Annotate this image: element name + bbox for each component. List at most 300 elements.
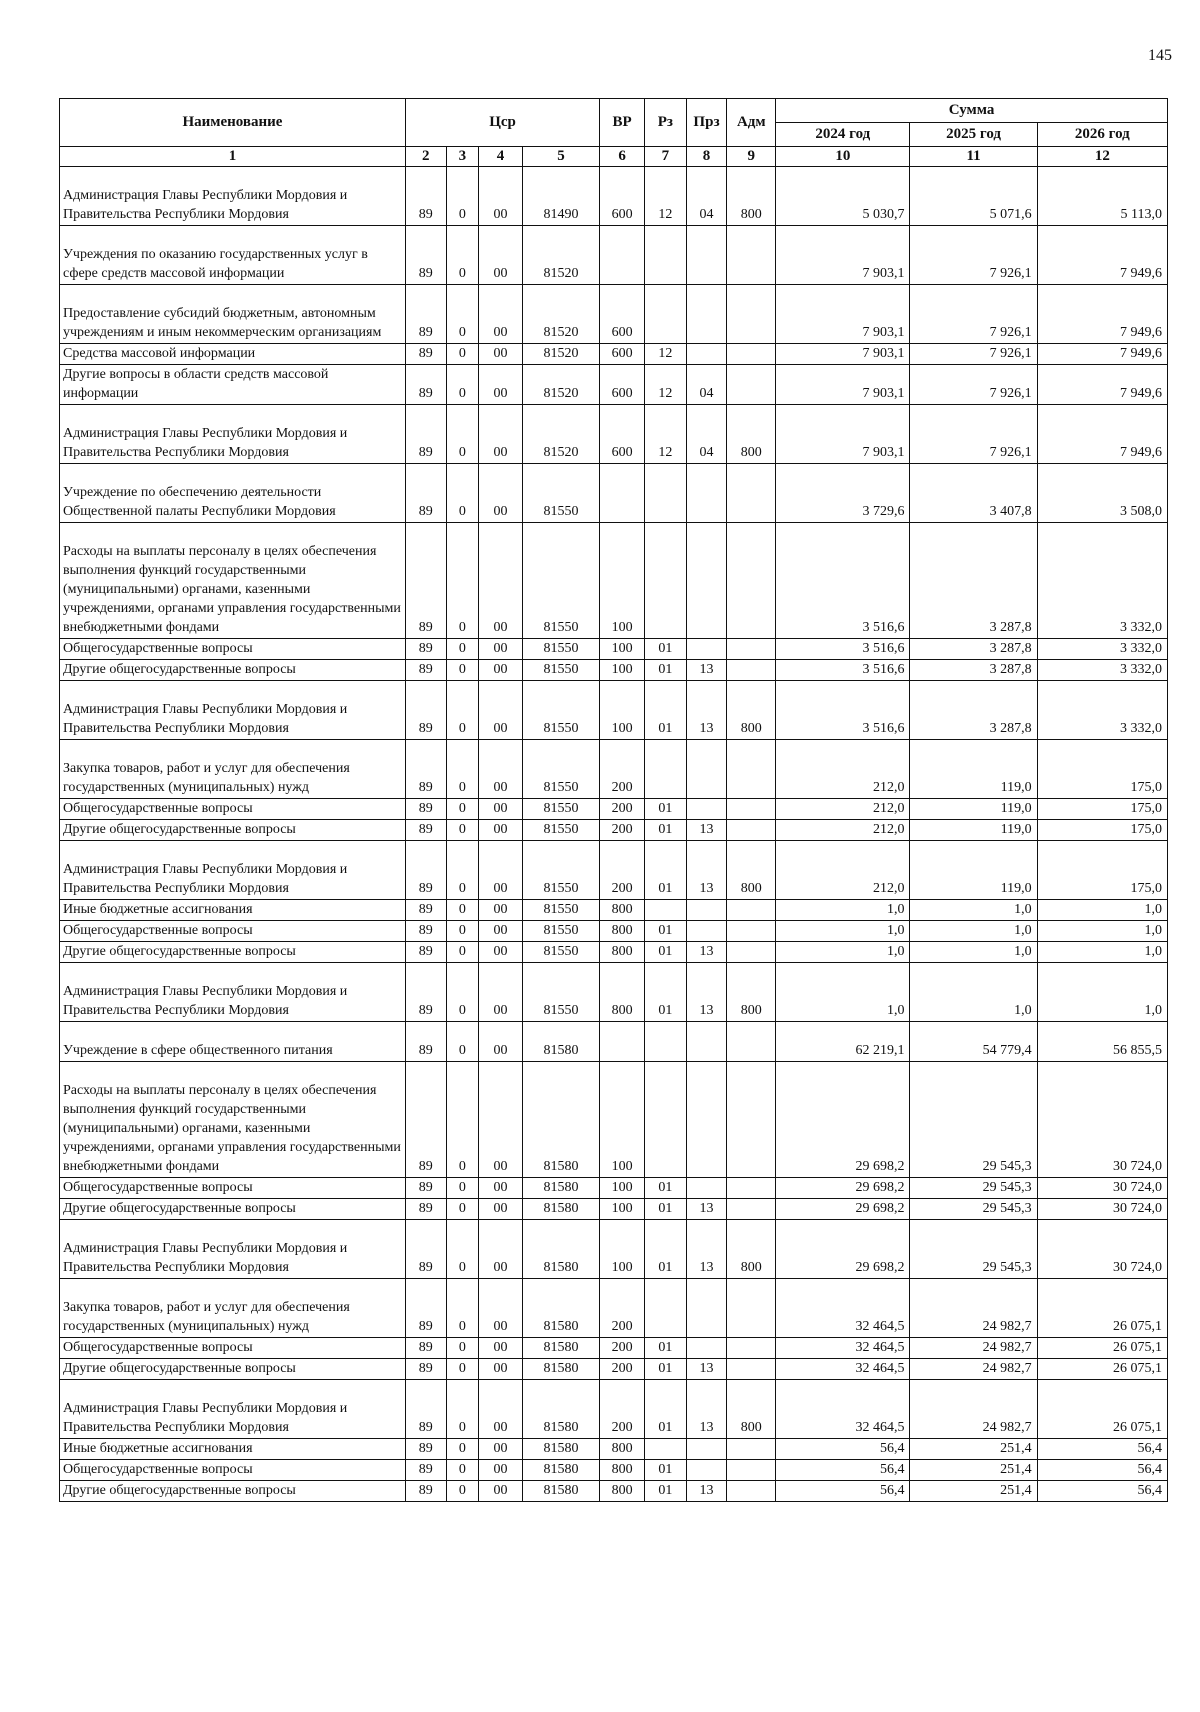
cell-prz: 13 xyxy=(686,681,727,740)
cell-vr: 800 xyxy=(600,1460,645,1481)
cell-amount-2026: 56,4 xyxy=(1037,1481,1167,1502)
column-number-9: 9 xyxy=(727,147,776,167)
cell-rz xyxy=(644,1062,686,1178)
cell-adm xyxy=(727,1022,776,1062)
cell-amount-2025: 29 545,3 xyxy=(910,1178,1037,1199)
cell-csr-direction: 81520 xyxy=(522,344,599,365)
cell-amount-2026: 1,0 xyxy=(1037,921,1167,942)
cell-amount-2024: 3 729,6 xyxy=(776,464,910,523)
cell-name: Общегосударственные вопросы xyxy=(60,921,406,942)
cell-amount-2026: 30 724,0 xyxy=(1037,1178,1167,1199)
cell-csr-subprogram: 0 xyxy=(446,1460,479,1481)
cell-adm: 800 xyxy=(727,1220,776,1279)
cell-amount-2026: 175,0 xyxy=(1037,820,1167,841)
cell-vr xyxy=(600,464,645,523)
cell-amount-2026: 30 724,0 xyxy=(1037,1220,1167,1279)
cell-rz xyxy=(644,226,686,285)
cell-prz: 13 xyxy=(686,1199,727,1220)
cell-amount-2025: 7 926,1 xyxy=(910,365,1037,405)
cell-csr-event: 00 xyxy=(479,1062,523,1178)
cell-csr-program: 89 xyxy=(405,226,446,285)
cell-csr-event: 00 xyxy=(479,1279,523,1338)
cell-csr-direction: 81580 xyxy=(522,1279,599,1338)
cell-vr: 600 xyxy=(600,285,645,344)
table-row xyxy=(60,1380,1168,1439)
budget-table xyxy=(59,98,1168,1502)
cell-csr-program: 89 xyxy=(405,1439,446,1460)
cell-name: Другие общегосударственные вопросы xyxy=(60,942,406,963)
cell-amount-2024: 32 464,5 xyxy=(776,1338,910,1359)
cell-adm xyxy=(727,1279,776,1338)
cell-amount-2025: 119,0 xyxy=(910,740,1037,799)
cell-adm: 800 xyxy=(727,167,776,226)
cell-vr: 100 xyxy=(600,639,645,660)
cell-adm xyxy=(727,226,776,285)
cell-amount-2026: 26 075,1 xyxy=(1037,1338,1167,1359)
cell-csr-event: 00 xyxy=(479,942,523,963)
column-number-5: 5 xyxy=(522,147,599,167)
cell-csr-program: 89 xyxy=(405,167,446,226)
table-row xyxy=(60,820,1168,841)
cell-name: Расходы на выплаты персоналу в целях обеспечения выполнения функций государственными (муниципальными) органами, казенными учреждениями, органами управления государственными внебюджетными фондами xyxy=(60,1062,406,1178)
cell-prz xyxy=(686,639,727,660)
cell-prz xyxy=(686,1460,727,1481)
cell-vr: 200 xyxy=(600,1338,645,1359)
cell-adm: 800 xyxy=(727,1380,776,1439)
cell-prz xyxy=(686,921,727,942)
cell-csr-direction: 81550 xyxy=(522,681,599,740)
table-row xyxy=(60,1279,1168,1338)
cell-adm xyxy=(727,365,776,405)
cell-csr-program: 89 xyxy=(405,740,446,799)
table-row xyxy=(60,1178,1168,1199)
table-row xyxy=(60,799,1168,820)
header-year-2025: 2025 год xyxy=(910,123,1037,147)
cell-amount-2024: 56,4 xyxy=(776,1481,910,1502)
cell-adm xyxy=(727,942,776,963)
cell-vr: 200 xyxy=(600,1380,645,1439)
cell-csr-direction: 81550 xyxy=(522,900,599,921)
cell-adm xyxy=(727,1359,776,1380)
cell-amount-2026: 30 724,0 xyxy=(1037,1062,1167,1178)
cell-amount-2025: 119,0 xyxy=(910,820,1037,841)
cell-csr-subprogram: 0 xyxy=(446,405,479,464)
cell-name: Администрация Главы Республики Мордовия и Правительства Республики Мордовия xyxy=(60,681,406,740)
cell-vr: 600 xyxy=(600,344,645,365)
header-year-2024: 2024 год xyxy=(776,123,910,147)
cell-amount-2024: 7 903,1 xyxy=(776,405,910,464)
cell-rz: 12 xyxy=(644,167,686,226)
cell-amount-2026: 30 724,0 xyxy=(1037,1199,1167,1220)
cell-csr-event: 00 xyxy=(479,167,523,226)
cell-csr-direction: 81520 xyxy=(522,285,599,344)
table-row xyxy=(60,464,1168,523)
table-body xyxy=(60,167,1168,1502)
column-number-8: 8 xyxy=(686,147,727,167)
cell-rz xyxy=(644,285,686,344)
cell-csr-subprogram: 0 xyxy=(446,639,479,660)
cell-rz: 01 xyxy=(644,963,686,1022)
cell-adm xyxy=(727,1062,776,1178)
cell-csr-event: 00 xyxy=(479,921,523,942)
cell-csr-direction: 81580 xyxy=(522,1338,599,1359)
cell-amount-2025: 251,4 xyxy=(910,1460,1037,1481)
cell-rz: 01 xyxy=(644,820,686,841)
cell-name: Иные бюджетные ассигнования xyxy=(60,900,406,921)
cell-prz xyxy=(686,464,727,523)
cell-prz xyxy=(686,1279,727,1338)
cell-name: Администрация Главы Республики Мордовия и Правительства Республики Мордовия xyxy=(60,841,406,900)
cell-csr-subprogram: 0 xyxy=(446,1062,479,1178)
cell-csr-event: 00 xyxy=(479,405,523,464)
cell-prz: 13 xyxy=(686,1481,727,1502)
cell-amount-2024: 32 464,5 xyxy=(776,1380,910,1439)
header-adm: Адм xyxy=(727,99,776,147)
cell-rz xyxy=(644,1022,686,1062)
cell-adm xyxy=(727,523,776,639)
table-row xyxy=(60,841,1168,900)
cell-csr-event: 00 xyxy=(479,1220,523,1279)
table-row xyxy=(60,1481,1168,1502)
cell-rz: 01 xyxy=(644,1199,686,1220)
cell-adm xyxy=(727,740,776,799)
cell-csr-program: 89 xyxy=(405,1359,446,1380)
cell-amount-2024: 7 903,1 xyxy=(776,344,910,365)
cell-amount-2025: 7 926,1 xyxy=(910,344,1037,365)
cell-adm xyxy=(727,1460,776,1481)
cell-name: Расходы на выплаты персоналу в целях обеспечения выполнения функций государственными (муниципальными) органами, казенными учреждениями, органами управления государственными внебюджетными фондами xyxy=(60,523,406,639)
table-row xyxy=(60,963,1168,1022)
cell-csr-direction: 81580 xyxy=(522,1359,599,1380)
cell-amount-2026: 26 075,1 xyxy=(1037,1380,1167,1439)
cell-name: Закупка товаров, работ и услуг для обеспечения государственных (муниципальных) нужд xyxy=(60,1279,406,1338)
cell-amount-2024: 56,4 xyxy=(776,1460,910,1481)
cell-amount-2025: 3 287,8 xyxy=(910,681,1037,740)
cell-csr-event: 00 xyxy=(479,1022,523,1062)
cell-csr-subprogram: 0 xyxy=(446,942,479,963)
cell-amount-2024: 32 464,5 xyxy=(776,1359,910,1380)
cell-name: Другие общегосударственные вопросы xyxy=(60,1199,406,1220)
cell-amount-2026: 7 949,6 xyxy=(1037,365,1167,405)
cell-amount-2025: 3 287,8 xyxy=(910,660,1037,681)
cell-vr: 100 xyxy=(600,1220,645,1279)
cell-rz xyxy=(644,1279,686,1338)
cell-vr: 800 xyxy=(600,963,645,1022)
cell-adm xyxy=(727,1199,776,1220)
cell-csr-direction: 81580 xyxy=(522,1460,599,1481)
cell-name: Средства массовой информации xyxy=(60,344,406,365)
cell-csr-subprogram: 0 xyxy=(446,1380,479,1439)
cell-vr: 100 xyxy=(600,1178,645,1199)
cell-name: Другие вопросы в области средств массовой информации xyxy=(60,365,406,405)
cell-vr: 100 xyxy=(600,1062,645,1178)
cell-vr: 800 xyxy=(600,900,645,921)
cell-csr-event: 00 xyxy=(479,523,523,639)
cell-csr-program: 89 xyxy=(405,464,446,523)
cell-csr-program: 89 xyxy=(405,365,446,405)
cell-amount-2024: 56,4 xyxy=(776,1439,910,1460)
cell-csr-event: 00 xyxy=(479,464,523,523)
cell-vr: 200 xyxy=(600,820,645,841)
cell-prz: 13 xyxy=(686,942,727,963)
header-prz: Прз xyxy=(686,99,727,147)
cell-amount-2025: 54 779,4 xyxy=(910,1022,1037,1062)
column-number-2: 2 xyxy=(405,147,446,167)
cell-prz xyxy=(686,799,727,820)
cell-prz xyxy=(686,285,727,344)
cell-prz xyxy=(686,900,727,921)
cell-prz xyxy=(686,226,727,285)
cell-vr: 800 xyxy=(600,942,645,963)
cell-prz xyxy=(686,344,727,365)
cell-csr-subprogram: 0 xyxy=(446,1022,479,1062)
cell-csr-event: 00 xyxy=(479,365,523,405)
cell-name: Общегосударственные вопросы xyxy=(60,639,406,660)
cell-prz: 04 xyxy=(686,167,727,226)
cell-rz: 01 xyxy=(644,681,686,740)
cell-csr-direction: 81550 xyxy=(522,921,599,942)
table-row xyxy=(60,1062,1168,1178)
cell-prz xyxy=(686,1338,727,1359)
cell-amount-2024: 3 516,6 xyxy=(776,660,910,681)
cell-csr-program: 89 xyxy=(405,1199,446,1220)
cell-name: Общегосударственные вопросы xyxy=(60,1178,406,1199)
cell-csr-subprogram: 0 xyxy=(446,799,479,820)
cell-vr: 200 xyxy=(600,740,645,799)
cell-amount-2025: 3 287,8 xyxy=(910,523,1037,639)
cell-amount-2025: 24 982,7 xyxy=(910,1338,1037,1359)
cell-csr-subprogram: 0 xyxy=(446,740,479,799)
cell-csr-program: 89 xyxy=(405,1220,446,1279)
cell-adm xyxy=(727,639,776,660)
cell-amount-2026: 26 075,1 xyxy=(1037,1279,1167,1338)
table-row xyxy=(60,921,1168,942)
cell-amount-2025: 7 926,1 xyxy=(910,405,1037,464)
cell-amount-2026: 3 332,0 xyxy=(1037,639,1167,660)
table-row xyxy=(60,660,1168,681)
cell-amount-2025: 7 926,1 xyxy=(910,226,1037,285)
cell-rz: 01 xyxy=(644,1178,686,1199)
cell-prz: 04 xyxy=(686,365,727,405)
cell-amount-2024: 3 516,6 xyxy=(776,523,910,639)
cell-amount-2025: 24 982,7 xyxy=(910,1279,1037,1338)
cell-amount-2026: 3 332,0 xyxy=(1037,523,1167,639)
cell-csr-event: 00 xyxy=(479,344,523,365)
cell-prz xyxy=(686,1022,727,1062)
cell-amount-2026: 3 332,0 xyxy=(1037,660,1167,681)
cell-csr-subprogram: 0 xyxy=(446,1220,479,1279)
cell-adm xyxy=(727,285,776,344)
cell-csr-direction: 81550 xyxy=(522,523,599,639)
column-number-4: 4 xyxy=(479,147,523,167)
cell-amount-2026: 1,0 xyxy=(1037,900,1167,921)
cell-vr: 100 xyxy=(600,523,645,639)
table-row xyxy=(60,167,1168,226)
cell-name: Общегосударственные вопросы xyxy=(60,799,406,820)
cell-amount-2024: 3 516,6 xyxy=(776,681,910,740)
cell-amount-2026: 7 949,6 xyxy=(1037,285,1167,344)
cell-csr-direction: 81550 xyxy=(522,942,599,963)
cell-csr-subprogram: 0 xyxy=(446,1359,479,1380)
cell-rz xyxy=(644,1439,686,1460)
cell-adm xyxy=(727,464,776,523)
cell-csr-subprogram: 0 xyxy=(446,900,479,921)
cell-amount-2024: 29 698,2 xyxy=(776,1062,910,1178)
cell-vr: 600 xyxy=(600,405,645,464)
cell-csr-program: 89 xyxy=(405,921,446,942)
cell-csr-direction: 81580 xyxy=(522,1439,599,1460)
cell-csr-direction: 81580 xyxy=(522,1199,599,1220)
cell-prz xyxy=(686,523,727,639)
cell-prz xyxy=(686,740,727,799)
cell-csr-direction: 81550 xyxy=(522,639,599,660)
column-number-3: 3 xyxy=(446,147,479,167)
cell-csr-program: 89 xyxy=(405,1380,446,1439)
cell-csr-direction: 81580 xyxy=(522,1481,599,1502)
cell-csr-subprogram: 0 xyxy=(446,1481,479,1502)
cell-rz: 01 xyxy=(644,1481,686,1502)
cell-csr-direction: 81520 xyxy=(522,405,599,464)
cell-name: Предоставление субсидий бюджетным, автономным учреждениям и иным некоммерческим организациям xyxy=(60,285,406,344)
cell-csr-event: 00 xyxy=(479,1460,523,1481)
cell-vr: 200 xyxy=(600,841,645,900)
cell-csr-subprogram: 0 xyxy=(446,660,479,681)
column-number-12: 12 xyxy=(1037,147,1167,167)
cell-amount-2026: 175,0 xyxy=(1037,799,1167,820)
header-name: Наименование xyxy=(60,99,406,147)
cell-name: Другие общегосударственные вопросы xyxy=(60,1359,406,1380)
cell-amount-2025: 24 982,7 xyxy=(910,1380,1037,1439)
cell-amount-2024: 212,0 xyxy=(776,799,910,820)
cell-rz xyxy=(644,740,686,799)
cell-amount-2025: 7 926,1 xyxy=(910,285,1037,344)
cell-amount-2024: 7 903,1 xyxy=(776,226,910,285)
table-row xyxy=(60,344,1168,365)
cell-csr-program: 89 xyxy=(405,344,446,365)
cell-csr-subprogram: 0 xyxy=(446,1279,479,1338)
cell-vr: 100 xyxy=(600,660,645,681)
cell-csr-program: 89 xyxy=(405,1178,446,1199)
cell-amount-2024: 1,0 xyxy=(776,942,910,963)
cell-amount-2024: 1,0 xyxy=(776,921,910,942)
cell-amount-2024: 3 516,6 xyxy=(776,639,910,660)
table-row xyxy=(60,1439,1168,1460)
cell-amount-2026: 1,0 xyxy=(1037,942,1167,963)
table-row xyxy=(60,365,1168,405)
cell-adm xyxy=(727,1338,776,1359)
cell-csr-event: 00 xyxy=(479,1481,523,1502)
cell-csr-event: 00 xyxy=(479,226,523,285)
column-number-7: 7 xyxy=(644,147,686,167)
cell-csr-program: 89 xyxy=(405,841,446,900)
cell-amount-2024: 1,0 xyxy=(776,900,910,921)
cell-adm xyxy=(727,1178,776,1199)
cell-amount-2024: 5 030,7 xyxy=(776,167,910,226)
cell-csr-program: 89 xyxy=(405,285,446,344)
cell-csr-subprogram: 0 xyxy=(446,841,479,900)
cell-amount-2026: 7 949,6 xyxy=(1037,344,1167,365)
cell-amount-2026: 26 075,1 xyxy=(1037,1359,1167,1380)
column-number-11: 11 xyxy=(910,147,1037,167)
cell-csr-subprogram: 0 xyxy=(446,963,479,1022)
cell-adm: 800 xyxy=(727,841,776,900)
cell-amount-2025: 3 287,8 xyxy=(910,639,1037,660)
header-rz: Рз xyxy=(644,99,686,147)
cell-rz: 01 xyxy=(644,1460,686,1481)
cell-adm: 800 xyxy=(727,405,776,464)
cell-rz xyxy=(644,523,686,639)
cell-amount-2026: 56,4 xyxy=(1037,1439,1167,1460)
cell-adm xyxy=(727,900,776,921)
cell-rz: 12 xyxy=(644,405,686,464)
cell-csr-subprogram: 0 xyxy=(446,365,479,405)
cell-csr-direction: 81580 xyxy=(522,1220,599,1279)
cell-csr-event: 00 xyxy=(479,1338,523,1359)
cell-amount-2024: 7 903,1 xyxy=(776,365,910,405)
cell-csr-event: 00 xyxy=(479,963,523,1022)
cell-amount-2026: 5 113,0 xyxy=(1037,167,1167,226)
cell-adm xyxy=(727,660,776,681)
cell-prz: 13 xyxy=(686,841,727,900)
table-row xyxy=(60,523,1168,639)
cell-rz: 01 xyxy=(644,841,686,900)
cell-amount-2026: 175,0 xyxy=(1037,740,1167,799)
cell-amount-2024: 62 219,1 xyxy=(776,1022,910,1062)
cell-prz: 13 xyxy=(686,963,727,1022)
cell-vr: 600 xyxy=(600,365,645,405)
cell-amount-2025: 24 982,7 xyxy=(910,1359,1037,1380)
table-row xyxy=(60,1460,1168,1481)
cell-csr-subprogram: 0 xyxy=(446,464,479,523)
cell-amount-2025: 119,0 xyxy=(910,799,1037,820)
cell-csr-program: 89 xyxy=(405,681,446,740)
table-row xyxy=(60,942,1168,963)
cell-amount-2026: 56 855,5 xyxy=(1037,1022,1167,1062)
cell-csr-program: 89 xyxy=(405,660,446,681)
cell-csr-program: 89 xyxy=(405,900,446,921)
cell-adm xyxy=(727,921,776,942)
cell-csr-event: 00 xyxy=(479,900,523,921)
cell-prz: 13 xyxy=(686,660,727,681)
cell-name: Закупка товаров, работ и услуг для обеспечения государственных (муниципальных) нужд xyxy=(60,740,406,799)
cell-csr-program: 89 xyxy=(405,1481,446,1502)
cell-csr-subprogram: 0 xyxy=(446,921,479,942)
cell-csr-direction: 81520 xyxy=(522,365,599,405)
cell-csr-subprogram: 0 xyxy=(446,285,479,344)
cell-name: Общегосударственные вопросы xyxy=(60,1460,406,1481)
table-row xyxy=(60,1199,1168,1220)
cell-csr-subprogram: 0 xyxy=(446,1178,479,1199)
cell-csr-subprogram: 0 xyxy=(446,1439,479,1460)
cell-csr-subprogram: 0 xyxy=(446,344,479,365)
cell-csr-program: 89 xyxy=(405,523,446,639)
cell-vr xyxy=(600,1022,645,1062)
cell-csr-event: 00 xyxy=(479,1178,523,1199)
cell-csr-program: 89 xyxy=(405,1338,446,1359)
cell-csr-program: 89 xyxy=(405,963,446,1022)
cell-vr: 200 xyxy=(600,1279,645,1338)
cell-amount-2025: 1,0 xyxy=(910,963,1037,1022)
cell-vr: 800 xyxy=(600,1439,645,1460)
table-row xyxy=(60,285,1168,344)
cell-name: Учреждение в сфере общественного питания xyxy=(60,1022,406,1062)
cell-amount-2024: 29 698,2 xyxy=(776,1178,910,1199)
cell-rz: 12 xyxy=(644,344,686,365)
cell-prz xyxy=(686,1439,727,1460)
cell-amount-2025: 1,0 xyxy=(910,921,1037,942)
cell-amount-2026: 3 332,0 xyxy=(1037,681,1167,740)
page-number: 145 xyxy=(1148,47,1172,64)
